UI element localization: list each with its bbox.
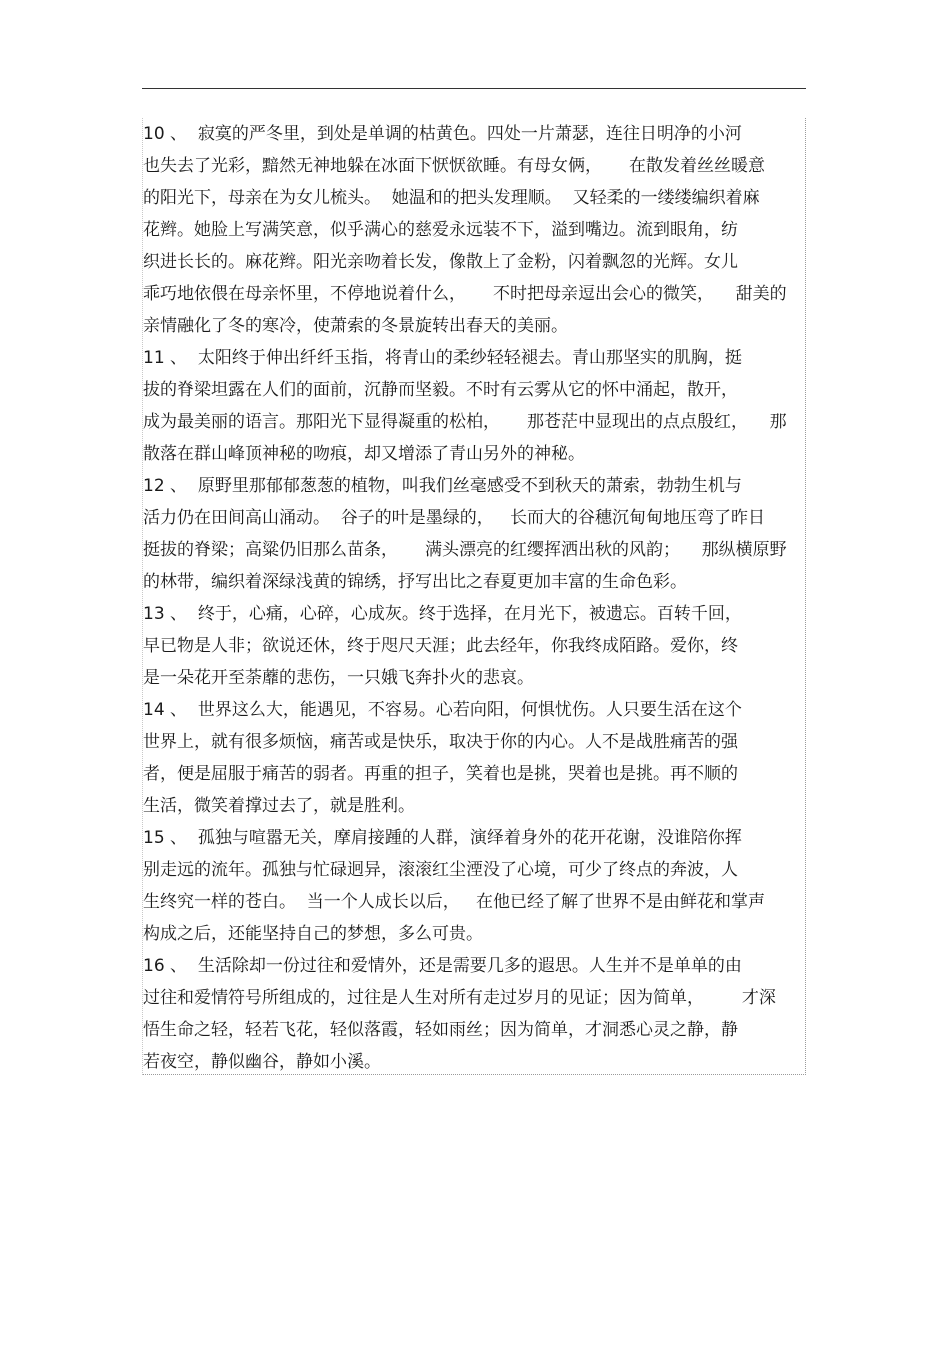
- text-line: 悟生命之轻，轻若飞花，轻似落霞，轻如雨丝；因为简单，才洞悉心灵之静，静: [143, 1020, 738, 1040]
- text-line: 10 、 寂寞的严冬里，到处是单调的枯黄色。四处一片萧瑟，连往日明净的小河: [143, 124, 742, 144]
- text-line: 12 、 原野里那郁郁葱葱的植物，叫我们丝毫感受不到秋天的萧索，勃勃生机与: [143, 476, 742, 496]
- text-line: 织进长长的。麻花辫。阳光亲吻着长发，像散上了金粉，闪着飘忽的光辉。女儿: [143, 252, 738, 272]
- text-line: 乖巧地依偎在母亲怀里，不停地说着什么， 不时把母亲逗出会心的微笑， 甜美的: [143, 284, 787, 304]
- text-line: 亲情融化了冬的寒冷，使萧索的冬景旋转出春天的美丽。: [143, 316, 568, 336]
- text-line: 16 、 生活除却一份过往和爱情外，还是需要几多的遐思。人生并不是单单的由: [143, 956, 742, 976]
- text-line: 别走远的流年。孤独与忙碌迥异，滚滚红尘湮没了心境，可少了终点的奔波，人: [143, 860, 738, 880]
- text-line: 生活，微笑着撑过去了，就是胜利。: [143, 796, 415, 816]
- text-line: 散落在群山峰顶神秘的吻痕，却又增添了青山另外的神秘。: [143, 444, 585, 464]
- text-line: 13 、 终于，心痛，心碎，心成灰。终于选择，在月光下，被遗忘。百转千回，: [143, 604, 742, 624]
- text-line: 拔的脊梁坦露在人们的面前，沉静而坚毅。不时有云雾从它的怀中涌起，散开，: [143, 380, 738, 400]
- text-line: 花辫。她脸上写满笑意，似乎满心的慈爱永远装不下，溢到嘴边。流到眼角，纺: [143, 220, 738, 240]
- text-line: 成为最美丽的语言。那阳光下显得凝重的松柏， 那苍茫中显现出的点点殷红， 那: [143, 412, 787, 432]
- text-line: 者，便是屈服于痛苦的弱者。再重的担子，笑着也是挑，哭着也是挑。再不顺的: [143, 764, 738, 784]
- text-line: 11 、 太阳终于伸出纤纤玉指，将青山的柔纱轻轻褪去。青山那坚实的肌胸，挺: [143, 348, 742, 368]
- text-line: 的林带，编织着深绿浅黄的锦绣，抒写出比之春夏更加丰富的生命色彩。: [143, 572, 687, 592]
- text-line: 若夜空，静似幽谷，静如小溪。: [143, 1052, 381, 1072]
- text-line: 是一朵花开至荼蘼的悲伤，一只娥飞奔扑火的悲哀。: [143, 668, 534, 688]
- text-line: 的阳光下，母亲在为女儿梳头。 她温和的把头发理顺。 又轻柔的一缕缕编织着麻: [143, 188, 760, 208]
- text-line: 早已物是人非；欲说还休，终于咫尺天涯；此去经年，你我终成陌路。爱你，终: [143, 636, 738, 656]
- text-line: 生终究一样的苍白。 当一个人成长以后， 在他已经了解了世界不是由鲜花和掌声: [143, 892, 766, 912]
- text-line: 构成之后，还能坚持自己的梦想，多么可贵。: [143, 924, 483, 944]
- text-line: 世界上，就有很多烦恼，痛苦或是快乐，取决于你的内心。人不是战胜痛苦的强: [143, 732, 738, 752]
- text-line: 15 、 孤独与喧嚣无关，摩肩接踵的人群，演绎着身外的花开花谢，没谁陪你挥: [143, 828, 742, 848]
- text-line: 活力仍在田间高山涌动。 谷子的叶是墨绿的， 长而大的谷穗沉甸甸地压弯了昨日: [143, 508, 766, 528]
- text-line: 14 、 世界这么大，能遇见，不容易。心若向阳，何惧忧伤。人只要生活在这个: [143, 700, 742, 720]
- text-block: [142, 118, 806, 1075]
- text-line: 过往和爱情符号所组成的，过往是人生对所有走过岁月的见证；因为简单， 才深: [143, 988, 776, 1008]
- header-rule: [142, 88, 806, 89]
- text-line: 挺拔的脊梁；高粱仍旧那么苗条， 满头漂亮的红缨挥洒出秋的风韵； 那纵横原野: [143, 540, 787, 560]
- text-line: 也失去了光彩，黯然无神地躲在冰面下恹恹欲睡。有母女俩， 在散发着丝丝暖意: [143, 156, 766, 176]
